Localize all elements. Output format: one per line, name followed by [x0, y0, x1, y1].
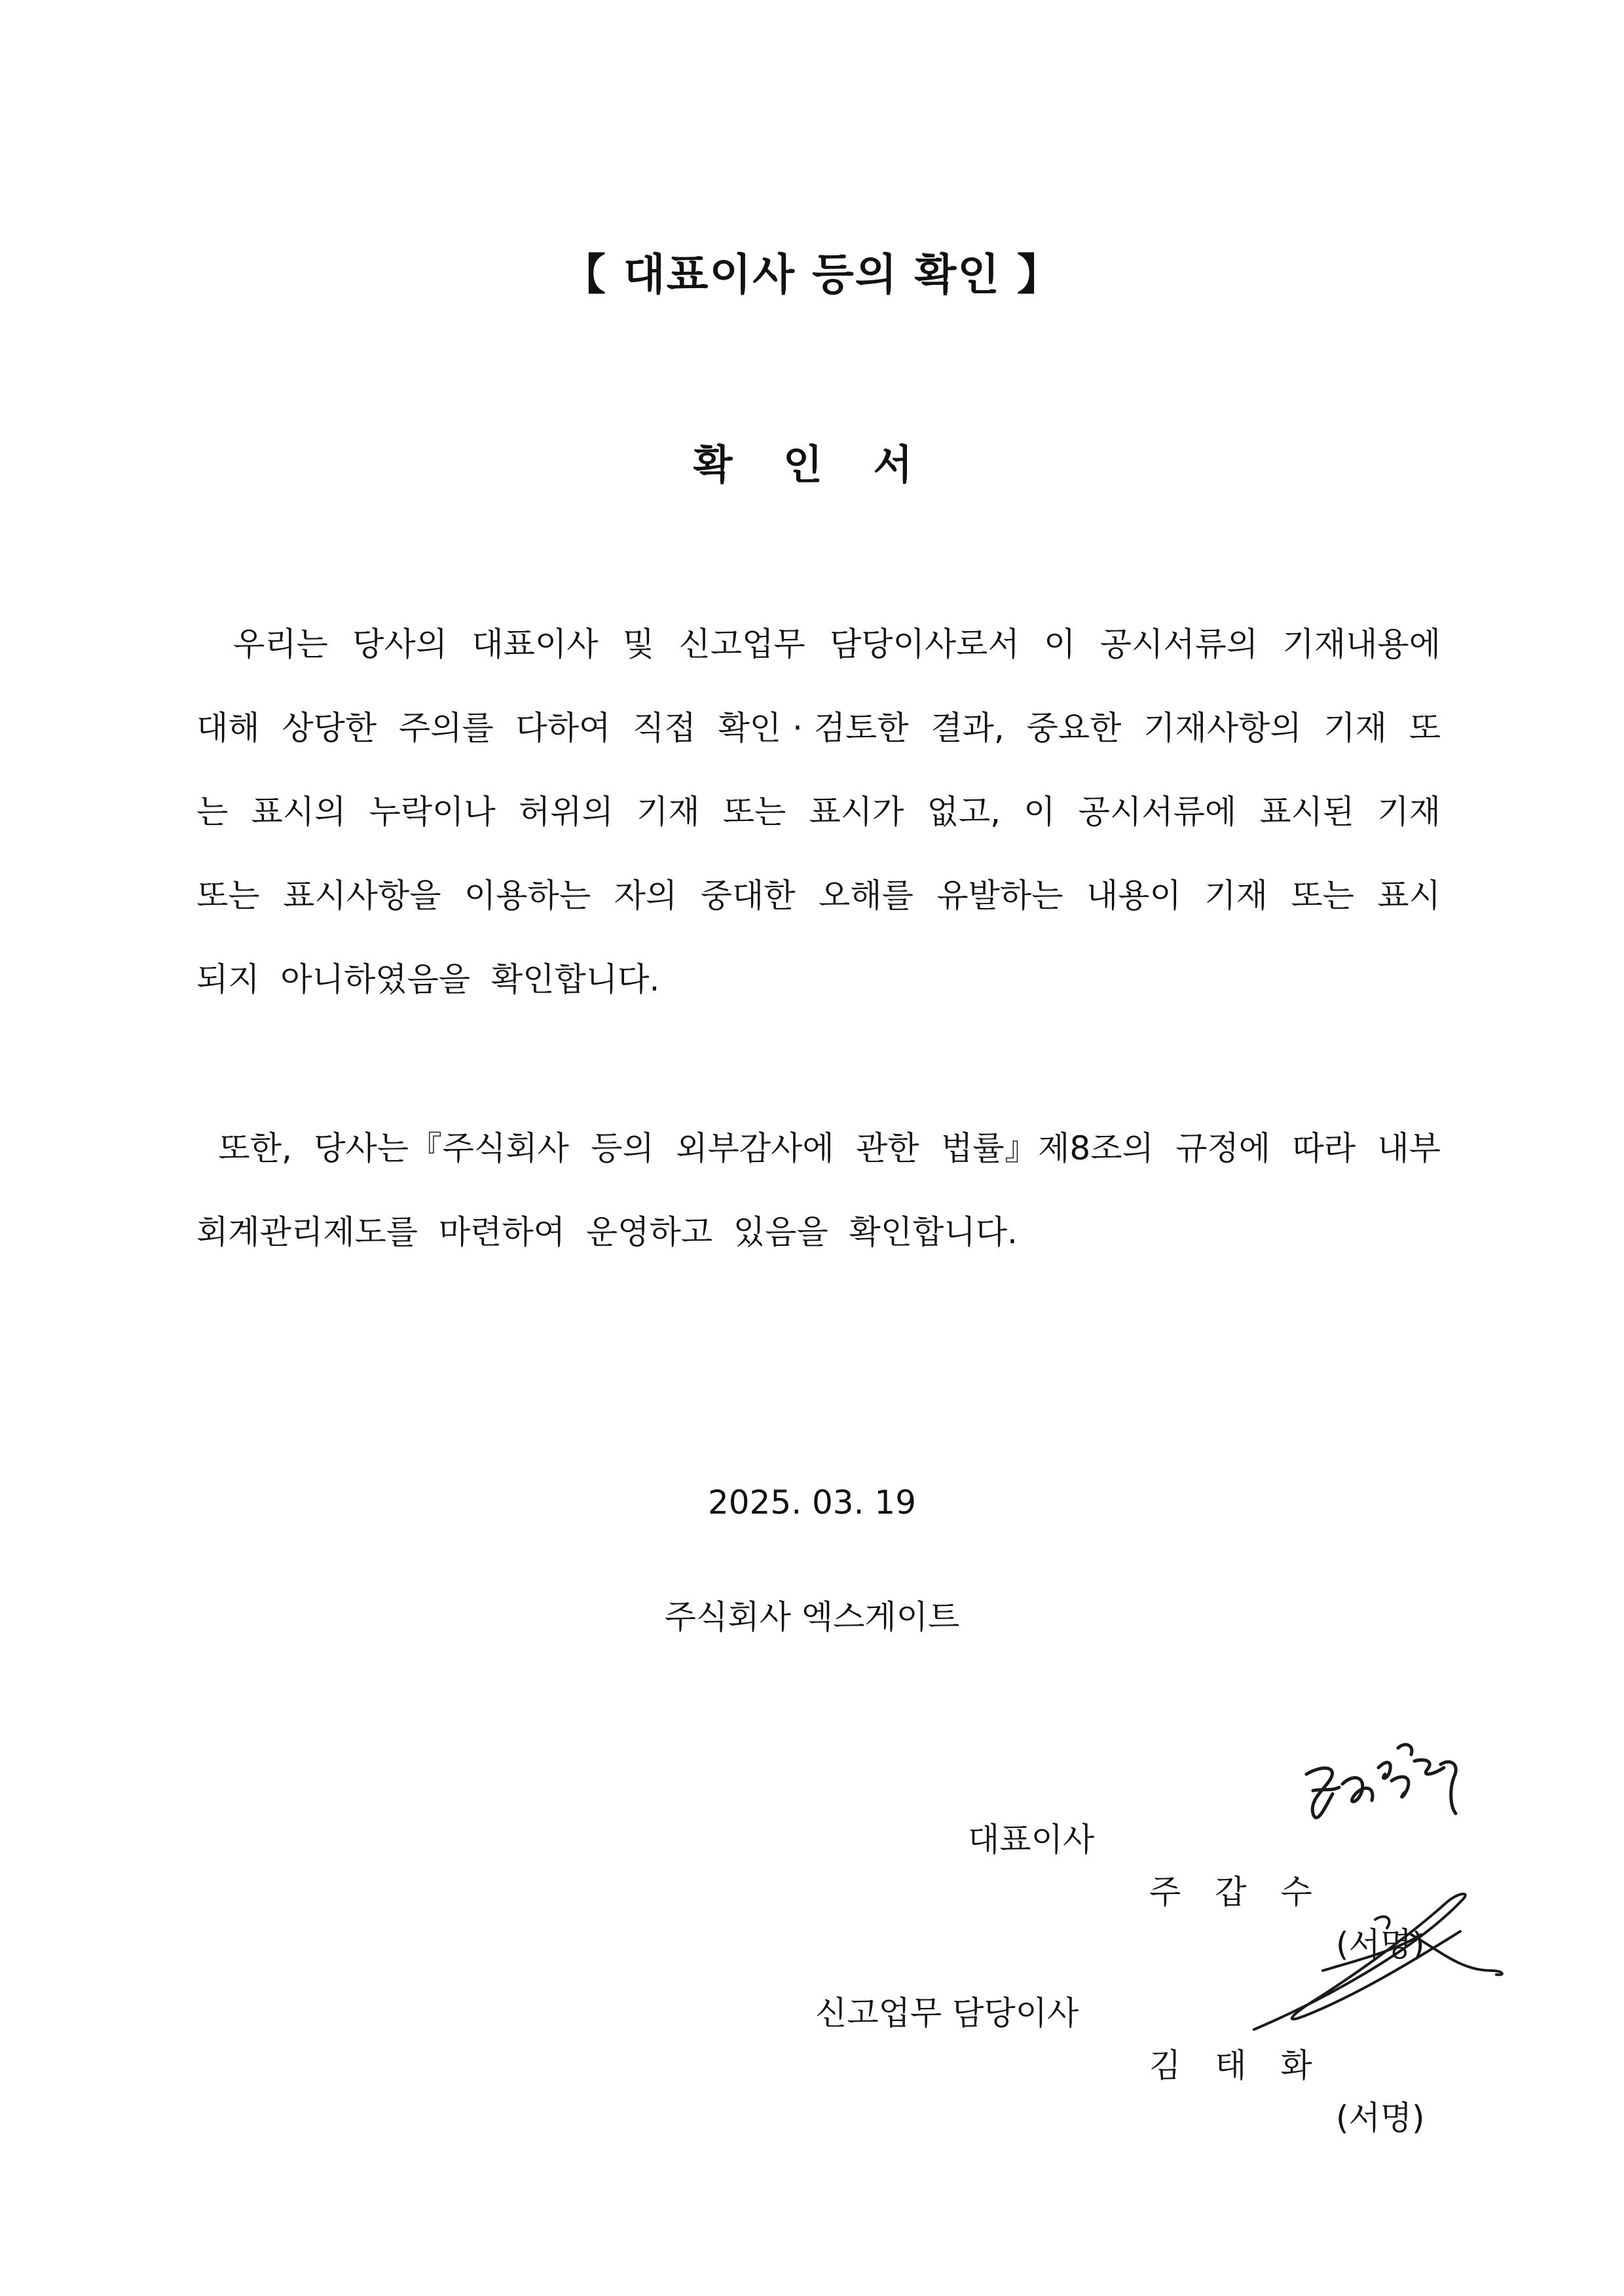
signatory-role: 대표이사 — [968, 1821, 1095, 1859]
paragraph-line: 대해 상당한 주의를 다하여 직접 확인 · 검토한 결과, 중요한 기재사항의 기재 또 — [196, 709, 1441, 747]
signatory-name: 김 태 화 — [1149, 2047, 1324, 2085]
confirmation-paragraph — [196, 602, 1441, 1021]
signatory-name: 주 갑 수 — [1149, 1873, 1324, 1911]
signatory-reporting-director — [0, 1935, 1425, 2196]
paragraph-line: 또는 표시사항을 이용하는 자의 중대한 오해를 유발하는 내용이 기재 또는 표시 — [196, 877, 1441, 915]
paragraph-line: 되지 아니하였음을 확인합니다. — [196, 960, 660, 998]
signature-mark-label: (서명) — [1336, 1925, 1425, 1963]
signatory-role: 신고업무 담당이사 — [815, 1994, 1079, 2032]
paragraph-line: 는 표시의 누락이나 허위의 기재 또는 표시가 없고, 이 공시서류에 표시된 기재 — [196, 793, 1441, 831]
director-signature-image — [1244, 1872, 1532, 2043]
document-title: 【 대표이사 등의 확인 】 — [563, 249, 1061, 300]
document-date: 2025. 03. 19 — [707, 1484, 917, 1522]
paragraph-line: 우리는 당사의 대표이사 및 신고업무 담당이사로서 이 공시서류의 기재내용에 — [196, 625, 1441, 663]
signature-mark-label: (서명) — [1336, 2099, 1425, 2137]
document-subtitle: 확 인 서 — [693, 441, 931, 488]
ceo-signature-image — [1293, 1728, 1477, 1853]
company-name: 주식회사 엑스게이트 — [664, 1598, 960, 1636]
internal-control-paragraph — [196, 1106, 1441, 1274]
paragraph-line: 회계관리제도를 마련하여 운영하고 있음을 확인합니다. — [196, 1213, 1018, 1251]
paragraph-line: 또한, 당사는『주식회사 등의 외부감사에 관한 법률』제8조의 규정에 따라 내부 — [196, 1129, 1441, 1167]
